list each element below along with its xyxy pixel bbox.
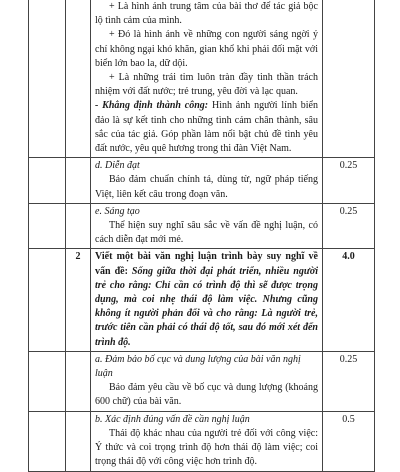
content-cell: [91, 158, 323, 204]
content-cell: [91, 203, 323, 249]
score-value: 0.5: [323, 411, 375, 471]
score-value: 0.25: [323, 351, 375, 411]
grading-table: [28, 0, 375, 472]
affirm-label: - Khẳng định thành công:: [95, 100, 209, 112]
score-value: 0.25: [323, 203, 375, 249]
affirm-paragraph: [95, 99, 318, 156]
number-cell: [29, 158, 66, 204]
content-cell: [91, 249, 323, 351]
prompt-italic: Sống giữa thời đại phát triển, nhiều người trẻ cho rằng: Chỉ cần có trình độ thì sẽ được trọng dụng, mà coi nhẹ thái độ làm việc. Nhưng cũng không ít người phản đối và cho rằng: Là người trẻ, trước tiên cần phải có thái độ tốt, sau đó mới xét đến trình độ.: [95, 265, 318, 348]
question-number: 2: [66, 249, 91, 351]
content-cell: [91, 351, 323, 411]
number-cell: [29, 351, 66, 411]
prompt-bold: Viết một bài văn nghị luận trình bày suy nghĩ về vấn đề:: [95, 251, 318, 277]
sub-cell: [66, 158, 91, 204]
criterion-text: Thái độ khác nhau của người trẻ đối với công việc: Ý thức và coi trọng trình độ hơn thái độ làm việc; coi trọng thái độ với công việc hơn trình độ.: [95, 427, 318, 468]
number-cell: [29, 249, 66, 351]
table-row: [29, 158, 375, 204]
criterion-text: Bảo đảm yêu cầu về bố cục và dung lượng (khoảng 600 chữ) của bài văn.: [95, 382, 318, 408]
table-row: [29, 0, 375, 158]
number-cell: [29, 0, 66, 158]
list-item: + Đó là hình ảnh về những con người sáng ngời ý chí không ngại khó khăn, gian khổ khi phải đối mặt với biển lớn bao la, dữ dội.: [95, 29, 318, 69]
table-row: [29, 203, 375, 249]
sub-cell: [66, 203, 91, 249]
score-value: 0.25: [323, 158, 375, 204]
score-cell: [323, 0, 375, 158]
content-cell: [91, 411, 323, 471]
criterion-heading: e. Sáng tạo: [95, 205, 140, 217]
list-item: + Là hình ảnh trung tâm của bài thơ để tác giả bộc lộ tình cảm của mình.: [95, 1, 318, 27]
table-row: [29, 411, 375, 471]
score-value: 4.0: [323, 249, 375, 351]
table-row: [29, 249, 375, 351]
content-cell: [91, 0, 323, 158]
table-row: [29, 351, 375, 411]
criterion-text: Bảo đảm chuẩn chính tả, dùng từ, ngữ pháp tiếng Việt, liên kết câu trong đoạn văn.: [95, 174, 318, 200]
criterion-text: Thể hiện suy nghĩ sâu sắc về vấn đề nghị luận, có cách diễn đạt mới mẻ.: [95, 220, 318, 246]
affirm-text: Hình ảnh người lính biển đảo là sự kết tinh cho những tình cảm chân thành, sâu sắc của tác giả. Góp phần làm nổi bật chủ đề tình yêu đất nước, yêu quê hương trong thi đàn Việt Nam.: [95, 100, 318, 155]
list-item: + Là những trái tim luôn tràn đầy tinh thần trách nhiệm với đất nước; trẻ trung, yêu đời và lạc quan.: [95, 72, 318, 98]
sub-cell: [66, 351, 91, 411]
sub-cell: [66, 411, 91, 471]
number-cell: [29, 411, 66, 471]
criterion-heading: a. Đảm bảo bố cục và dung lượng của bài văn nghị luận: [95, 353, 301, 380]
criterion-heading: b. Xác định đúng vấn đề cần nghị luận: [95, 413, 250, 425]
sub-cell: [66, 0, 91, 158]
number-cell: [29, 203, 66, 249]
question-prompt: [95, 250, 318, 349]
criterion-heading: d. Diễn đạt: [95, 160, 140, 172]
